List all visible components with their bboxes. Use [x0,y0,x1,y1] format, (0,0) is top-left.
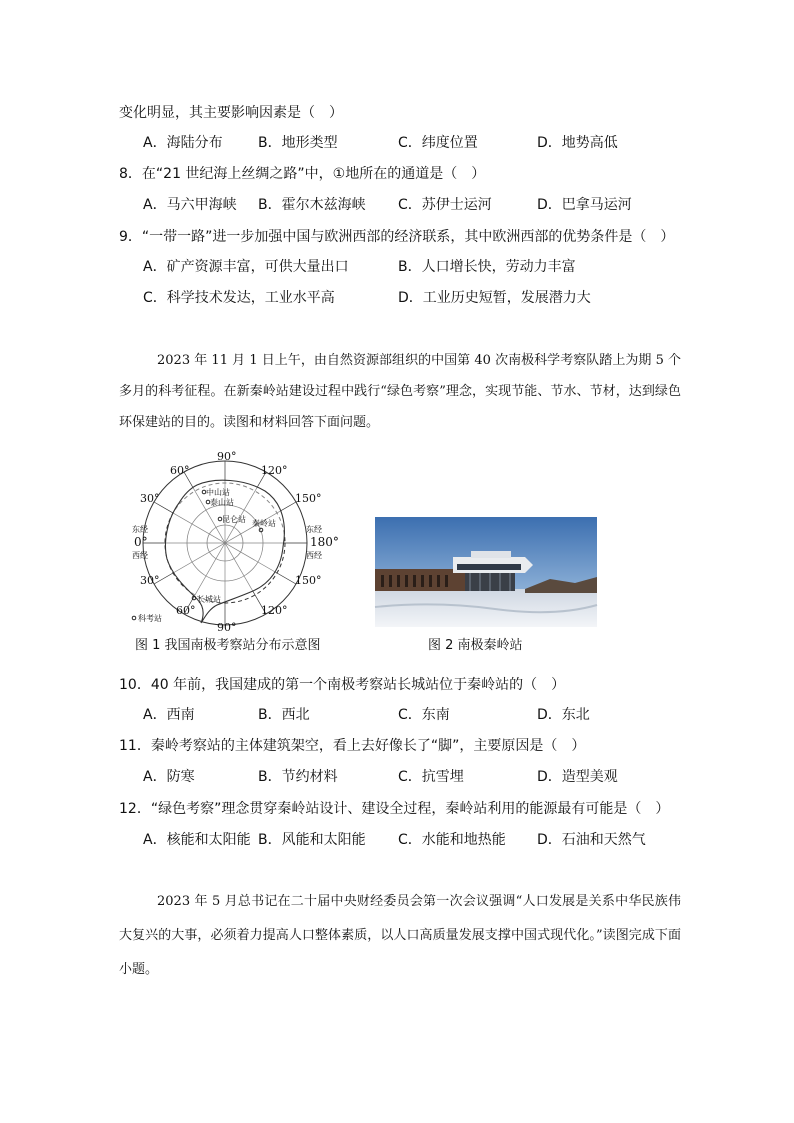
figure-1-caption: 图 1 我国南极考察站分布示意图 [135,638,321,653]
question-8-stem: 8．在“21 世纪海上丝绸之路”中，①地所在的通道是（ ） [119,166,486,182]
q8-option-c: C．苏伊士运河 [398,197,492,213]
west-label-left: 西经 [132,551,148,560]
legend-marker [132,616,136,620]
lon-label-bottom-left: 60° [176,604,196,617]
q7-option-c: C．纬度位置 [398,135,478,151]
lon-label-right-mid: 180° [310,535,339,549]
west-label-right: 西经 [306,551,322,560]
station-zhongshan-label: 中山站 [206,488,230,497]
q12-option-c: C．水能和地热能 [398,832,506,848]
reading-passage-qinling [119,345,681,438]
station-taishan-label: 泰山站 [210,498,234,507]
antarctic-stations-map [130,450,339,635]
station-changcheng-label: 长城站 [197,595,221,604]
upper-building [471,551,511,558]
question-11-stem: 11．秦岭考察站的主体建筑架空，看上去好像长了“脚”，主要原因是（ ） [119,738,586,754]
lon-label-top: 90° [217,450,237,463]
q7-option-d: D．地势高低 [537,135,618,151]
q10-option-d: D．东北 [537,707,590,723]
question-7-stem-tail: 变化明显，其主要影响因素是（ ） [119,105,343,121]
qinling-photo-svg [375,517,597,627]
lon-label-left-upper: 30° [140,492,160,505]
q12-option-d: D．石油和天然气 [537,832,646,848]
q9-option-c: C．科学技术发达，工业水平高 [143,290,335,306]
passage-1-text: 2023 年 11 月 1 日上午，由自然资源部组织的中国第 40 次南极科学考察队踏上为期 5 个多月的科考征程。在新秦岭站建设过程中践行“绿色考察”理念，实现节能、节水、节材，达到绿色环保建站的目的。读图和材料回答下面问题。 [119,353,681,430]
lon-label-top-right: 120° [261,464,288,477]
q12-option-a: A．核能和太阳能 [143,832,251,848]
q8-option-a: A．马六甲海峡 [143,197,237,213]
q8-option-b: B．霍尔木兹海峡 [258,197,366,213]
lon-label-bottom-right: 120° [261,604,288,617]
reading-passage-population [119,885,681,987]
window-band [457,564,521,570]
q11-option-c: C．抗雪埋 [398,769,464,785]
q11-option-d: D．造型美观 [537,769,618,785]
lon-label-left-lower: 30° [140,574,160,587]
q11-option-a: A．防寒 [143,769,195,785]
q12-option-b: B．风能和太阳能 [258,832,366,848]
q11-option-b: B．节约材料 [258,769,338,785]
q10-option-c: C．东南 [398,707,450,723]
east-label-left: 东经 [132,525,148,534]
question-12-stem: 12．“绿色考察”理念贯穿秦岭站设计、建设全过程，秦岭站利用的能源最有可能是（ ） [119,801,670,817]
lon-label-right-upper: 150° [295,492,322,505]
passage-2-text: 2023 年 5 月总书记在二十届中央财经委员会第一次会议强调“人口发展是关系中华民族伟大复兴的大事，必须着力提高人口整体素质，以人口高质量发展支撑中国式现代化。”读图完成下面小题。 [119,894,681,977]
q7-option-b: B．地形类型 [258,135,338,151]
question-10-stem: 10．40 年前，我国建成的第一个南极考察站长城站位于秦岭站的（ ） [119,677,566,693]
lon-label-bottom: 90° [217,621,237,634]
figure-2-caption: 图 2 南极秦岭站 [428,638,523,653]
station-qinling-label: 秦岭站 [252,519,276,528]
lon-label-top-left: 60° [170,464,190,477]
station-kunlun-label: 昆仑站 [222,515,246,524]
q9-option-a: A．矿产资源丰富，可供大量出口 [143,259,349,275]
question-9-stem: 9．“一带一路”进一步加强中国与欧洲西部的经济联系，其中欧洲西部的优势条件是（ ） [119,229,675,245]
q10-option-b: B．西北 [258,707,310,723]
q7-option-a: A．海陆分布 [143,135,223,151]
lon-label-right-lower: 150° [295,574,322,587]
q10-option-a: A．西南 [143,707,195,723]
antarctic-map-svg [130,450,339,635]
qinling-station-photo [375,517,597,627]
east-label-right: 东经 [306,525,322,534]
legend-label: 科考站 [138,614,162,623]
q8-option-d: D．巴拿马运河 [537,197,632,213]
lon-label-left-mid: 0° [134,535,148,549]
q9-option-b: B．人口增长快，劳动力丰富 [398,259,576,275]
q9-option-d: D．工业历史短暂，发展潜力大 [398,290,591,306]
